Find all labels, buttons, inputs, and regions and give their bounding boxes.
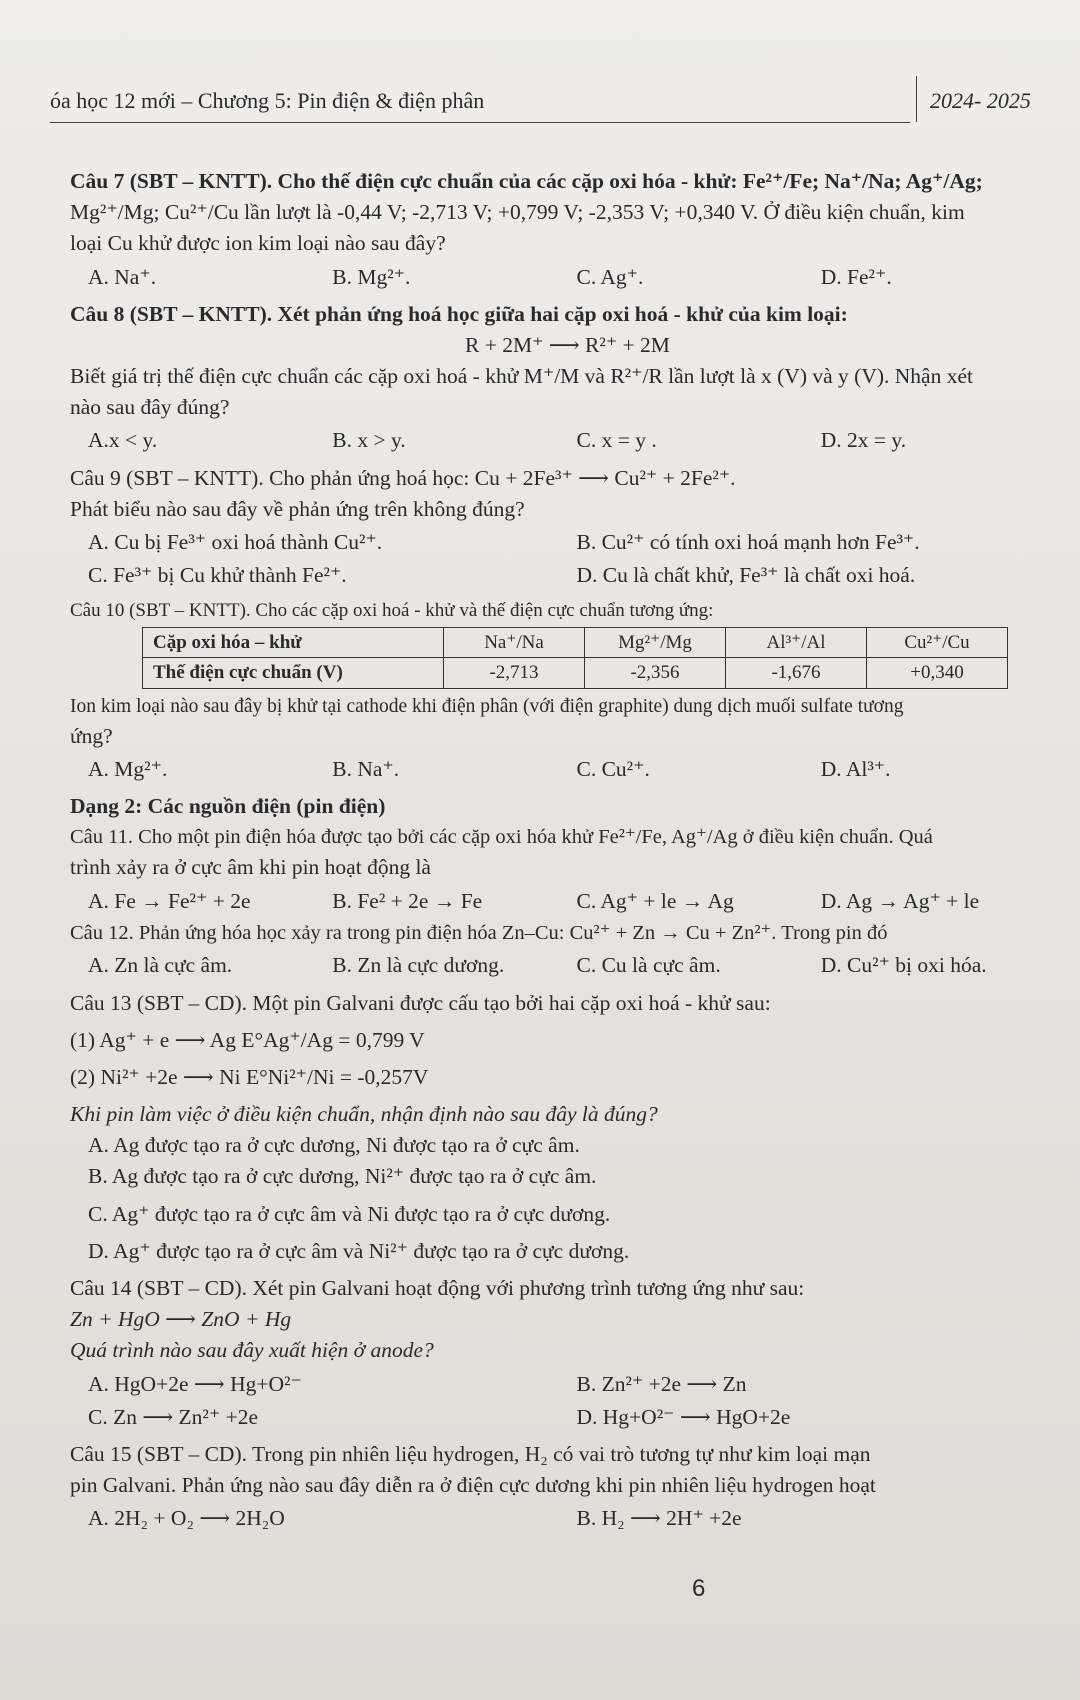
q7-stem-line2: Mg²⁺/Mg; Cu²⁺/Cu lần lượt là -0,44 V; -2,713 V; +0,799 V; -2,353 V; +0,340 V. Ở điều kiện chuẩn, kim [70, 200, 965, 225]
q14-options-row1 [70, 1369, 1065, 1400]
redox-potential-table [142, 627, 1008, 689]
q11-option-a[interactable]: A. Fe → Fe²⁺ + 2e [88, 888, 251, 913]
q13-stem-line2: Khi pin làm việc ở điều kiện chuẩn, nhận định nào sau đây là đúng? [70, 1102, 658, 1127]
q10-stem-line2: Ion kim loại nào sau đây bị khử tại cathode khi điện phân (với điện graphite) dung dịch muối sulfate tương [70, 695, 904, 717]
q10-options [70, 754, 1065, 785]
q10-option-b[interactable]: B. Na⁺. [332, 757, 400, 782]
table-cell: +0,340 [867, 658, 1008, 689]
q7-option-d[interactable]: D. Fe²⁺. [820, 264, 892, 289]
q9-option-c[interactable]: C. Fe³⁺ bị Cu khử thành Fe²⁺. [88, 563, 347, 588]
q13-stem-line1: Câu 13 (SBT – CD). Một pin Galvani được cấu tạo bởi hai cặp oxi hoá - khử sau: [70, 990, 771, 1015]
q15-stem-line1: Câu 15 (SBT – CD). Trong pin nhiên liệu hydrogen, H₂ có vai trò tương tự như kim loại mạn [70, 1441, 871, 1466]
q9-stem-line2: Phát biểu nào sau đây về phản ứng trên không đúng? [70, 496, 525, 521]
q13-option-a[interactable]: A. Ag được tạo ra ở cực dương, Ni được tạo ra ở cực âm. [88, 1133, 580, 1158]
q11-option-c[interactable]: C. Ag⁺ + le → Ag [576, 888, 734, 913]
q10-stem-line1: Câu 10 (SBT – KNTT). Cho các cặp oxi hoá - khử và thế điện cực chuẩn tương ứng: [70, 600, 714, 622]
q13-reaction-1: (1) Ag⁺ + e ⟶ Ag E°Ag⁺/Ag = 0,799 V [70, 1027, 425, 1052]
q14-option-a[interactable]: A. HgO+2e ⟶ Hg+O²⁻ [88, 1371, 302, 1396]
table-row-label: Cặp oxi hóa – khử [143, 627, 444, 658]
q7-option-b[interactable]: B. Mg²⁺. [332, 264, 411, 289]
header-rule [50, 122, 910, 123]
page-number: 6 [692, 1575, 706, 1602]
q14-option-b[interactable]: B. Zn²⁺ +2e ⟶ Zn [576, 1371, 747, 1396]
q8-options [70, 425, 1065, 456]
table-row [143, 658, 1008, 689]
table-cell: -2,356 [585, 658, 726, 689]
q8-option-c[interactable]: C. x = y . [576, 428, 657, 453]
q8-stem-line1: Câu 8 (SBT – KNTT). Xét phản ứng hoá học giữa hai cặp oxi hoá - khử của kim loại: [70, 301, 848, 326]
q9-stem-line1: Câu 9 (SBT – KNTT). Cho phản ứng hoá học: Cu + 2Fe³⁺ ⟶ Cu²⁺ + 2Fe²⁺. [70, 465, 736, 490]
q9-option-b[interactable]: B. Cu²⁺ có tính oxi hoá mạnh hơn Fe³⁺. [576, 529, 920, 554]
q14-option-d[interactable]: D. Hg+O²⁻ ⟶ HgO+2e [576, 1404, 791, 1429]
q10-option-a[interactable]: A. Mg²⁺. [88, 757, 168, 782]
q11-options [70, 886, 1065, 917]
q13-option-d[interactable]: D. Ag⁺ được tạo ra ở cực âm và Ni²⁺ được tạo ra ở cực dương. [88, 1238, 630, 1263]
table-row-label: Thế điện cực chuẩn (V) [143, 658, 444, 689]
header-divider [916, 76, 917, 122]
q15-stem-line2: pin Galvani. Phản ứng nào sau đây diễn ra ở điện cực dương khi pin nhiên liệu hydrogen hoạt [70, 1473, 876, 1498]
header-title: óa học 12 mới – Chương 5: Pin điện & điện phân [50, 88, 485, 113]
q9-options-row1 [70, 527, 1065, 558]
section-heading: Dạng 2: Các nguồn điện (pin điện) [70, 794, 386, 819]
q12-stem-line1: Câu 12. Phản ứng hóa học xảy ra trong pin điện hóa Zn–Cu: Cu²⁺ + Zn → Cu + Zn²⁺. Trong pin đó [70, 921, 888, 944]
q8-stem-line2: Biết giá trị thế điện cực chuẩn các cặp oxi hoá - khử M⁺/M và R²⁺/R lần lượt là x (V) và y (V). Nhận xét [70, 364, 973, 389]
q12-option-c[interactable]: C. Cu là cực âm. [576, 953, 721, 978]
q9-option-a[interactable]: A. Cu bị Fe³⁺ oxi hoá thành Cu²⁺. [88, 529, 383, 554]
q15-options [70, 1503, 1065, 1534]
q7-option-a[interactable]: A. Na⁺. [88, 264, 157, 289]
q7-stem-line1: Câu 7 (SBT – KNTT). Cho thế điện cực chuẩn của các cặp oxi hóa - khử: Fe²⁺/Fe; Na⁺/Na; Ag⁺/Ag; [70, 169, 983, 193]
table-cell: -1,676 [726, 658, 867, 689]
q10-stem-line3: ứng? [70, 724, 113, 749]
table-cell: -2,713 [444, 658, 585, 689]
q11-stem-line2: trình xảy ra ở cực âm khi pin hoạt động là [70, 855, 431, 880]
q14-stem-line1: Câu 14 (SBT – CD). Xét pin Galvani hoạt động với phương trình tương ứng như sau: [70, 1275, 805, 1300]
q7-options [70, 262, 1065, 293]
header-year: 2024- 2025 [930, 88, 1031, 113]
q10-option-d[interactable]: D. Al³⁺. [820, 757, 891, 782]
q13-option-c[interactable]: C. Ag⁺ được tạo ra ở cực âm và Ni được tạo ra ở cực dương. [88, 1201, 611, 1226]
table-row [143, 627, 1008, 658]
q11-option-d[interactable]: D. Ag → Ag⁺ + le [820, 888, 980, 913]
q15-option-a[interactable]: A. 2H₂ + O₂ ⟶ 2H₂O [88, 1506, 285, 1531]
q7-stem-line3: loại Cu khử được ion kim loại nào sau đây? [70, 231, 446, 256]
q11-option-b[interactable]: B. Fe² + 2e → Fe [332, 888, 483, 913]
q8-stem-line3: nào sau đây đúng? [70, 395, 230, 420]
q14-option-c[interactable]: C. Zn ⟶ Zn²⁺ +2e [88, 1404, 259, 1429]
q13-reaction-2: (2) Ni²⁺ +2e ⟶ Ni E°Ni²⁺/Ni = -0,257V [70, 1064, 429, 1089]
table-cell: Cu²⁺/Cu [867, 627, 1008, 658]
table-cell: Mg²⁺/Mg [585, 627, 726, 658]
q14-stem-line2: Quá trình nào sau đây xuất hiện ở anode? [70, 1338, 434, 1363]
q12-options [70, 950, 1065, 981]
q14-options-row2 [70, 1402, 1065, 1433]
q8-option-a[interactable]: A.x < y. [88, 428, 158, 453]
q9-option-d[interactable]: D. Cu là chất khử, Fe³⁺ là chất oxi hoá. [576, 563, 916, 588]
q8-equation: R + 2M⁺ ⟶ R²⁺ + 2M [465, 332, 670, 357]
q15-option-b[interactable]: B. H₂ ⟶ 2H⁺ +2e [576, 1506, 742, 1531]
q12-option-d[interactable]: D. Cu²⁺ bị oxi hóa. [820, 953, 987, 978]
q12-option-a[interactable]: A. Zn là cực âm. [88, 953, 233, 978]
q9-options-row2 [70, 560, 1065, 591]
q8-option-d[interactable]: D. 2x = y. [820, 428, 907, 453]
q7-option-c[interactable]: C. Ag⁺. [576, 264, 644, 289]
q10-option-c[interactable]: C. Cu²⁺. [576, 757, 650, 782]
page-content [70, 160, 1065, 1536]
table-cell: Al³⁺/Al [726, 627, 867, 658]
q13-option-b[interactable]: B. Ag được tạo ra ở cực dương, Ni²⁺ được tạo ra ở cực âm. [88, 1164, 597, 1189]
q11-stem-line1: Câu 11. Cho một pin điện hóa được tạo bởi các cặp oxi hóa khử Fe²⁺/Fe, Ag⁺/Ag ở điều kiện chuẩn. Quá [70, 825, 933, 848]
q14-equation: Zn + HgO ⟶ ZnO + Hg [70, 1307, 292, 1332]
q12-option-b[interactable]: B. Zn là cực dương. [332, 953, 505, 978]
q8-option-b[interactable]: B. x > y. [332, 428, 406, 453]
table-cell: Na⁺/Na [444, 627, 585, 658]
